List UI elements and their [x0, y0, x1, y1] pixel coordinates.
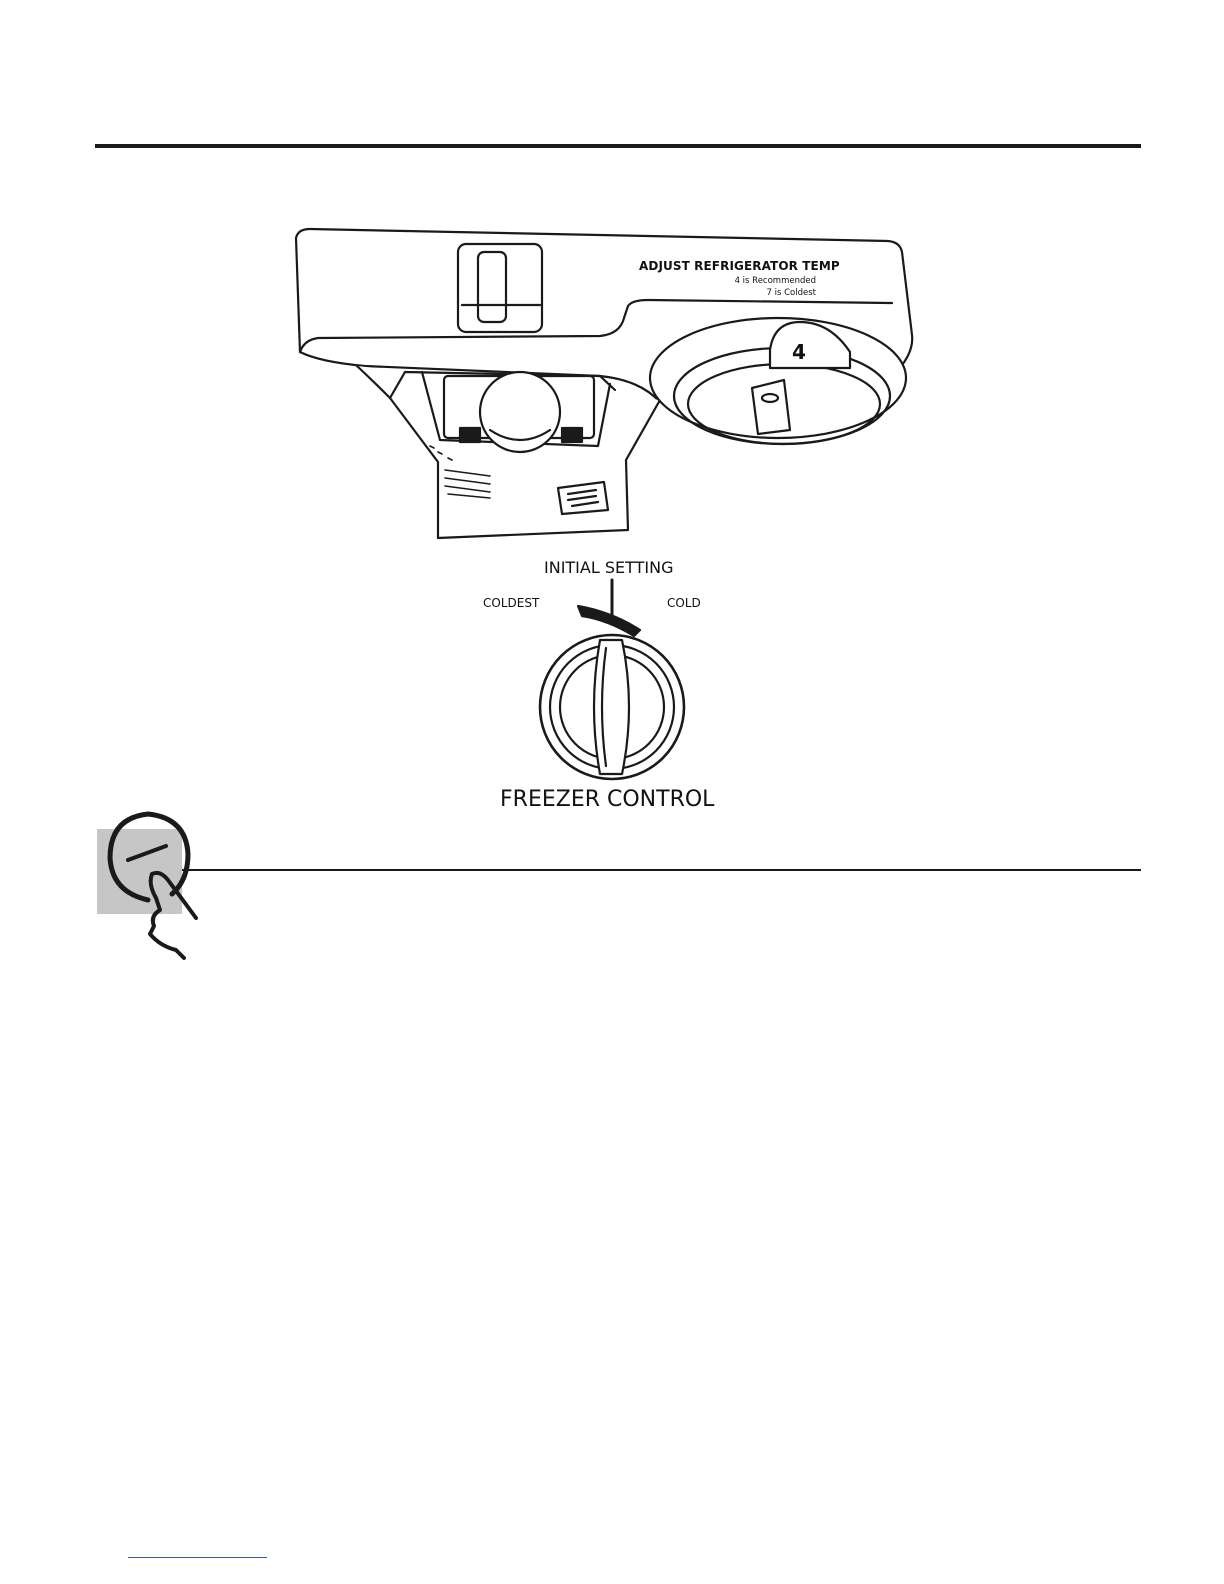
refrigerator-dial-value: 4 [792, 340, 806, 364]
footer-link-underline[interactable] [128, 1557, 267, 1558]
initial-setting-label: INITIAL SETTING [544, 558, 674, 577]
section-divider-tip [182, 869, 1141, 871]
tip-icon [110, 814, 196, 958]
coldest-note: 7 is Coldest [766, 288, 816, 298]
coldest-label: COLDEST [483, 596, 540, 610]
refrigerator-temp-heading: ADJUST REFRIGERATOR TEMP [639, 259, 840, 273]
recommended-note: 4 is Recommended [734, 276, 816, 286]
cold-label: COLD [667, 596, 701, 610]
freezer-control-title: FREEZER CONTROL [500, 787, 715, 812]
